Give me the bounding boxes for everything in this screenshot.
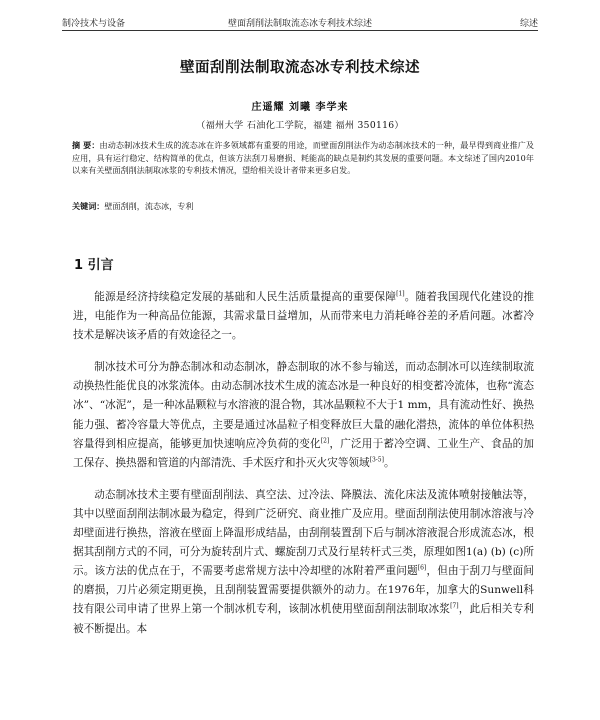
header-center: 壁面刮削法制取流态冰专利技术综述 [227,19,372,29]
header-journal: 制冷技术与设备 [62,19,126,29]
paragraph-text: 动态制冰技术主要有壁面刮削法、真空法、过冷法、降膜法、流化床法及流体喷射接触法等，其中以壁面刮削法制冰最为稳定，得到广泛研究、商业推广及应用。壁面刮削法使用制冰溶液与冷却壁面进行换热，溶液在壁面上降温形成结晶，由刮削装置刮下后与制冰溶液混合形成流态冰，根据其刮削方式的不同，可分为旋转刮片式、螺旋刮刀式及行星转杆式三类，原理如图1(a) (b) (c)所示。该方法的优点在于，不需要考虑常规方法中冷却壁的冰附着严重问题 [73,488,534,578]
affiliation: （福州大学 石油化工学院，福建 福州 350116） [196,120,404,131]
citation: [7] [450,602,459,610]
paragraph-text: ，广泛用于蓄冷空调、工业生产、食品的加工保存、换热器和管道的内部清洗、手术医疗和扑灭火灾等领域 [73,437,534,469]
abstract-label: 摘 要： [72,140,100,150]
citation: [3-5] [369,456,384,464]
section-number: 1 [74,258,84,273]
keywords [72,201,534,212]
paragraph [73,288,534,345]
abstract-text: 由动态制冰技术生成的流态冰在许多领域都有重要的用途，而壁面刮削法作为动态制冰技术的一种，最早得到商业推广及应用，具有运行稳定、结构简单的优点，但该方法刮刀易磨损、耗能高的缺点是制约其发展的重要问题。本文综述了国内2010年以来有关壁面刮削法制取冰浆的专利技术情况，望给相关设计者带来更多启发。 [72,140,534,175]
body-text [73,288,534,652]
authors: 庄遥耀 刘曦 李学来 [251,102,349,113]
paragraph-text: 。随着我国现代化建设的推进，电能作为一种高品位能源，其需求量日益增加，从而带来电力消耗峰谷差的矛盾问题。冰蓄冷技术是解决该矛盾的有效途径之一。 [73,291,535,342]
paragraph-text: ，但由于刮刀与壁面间的磨损，刀片必须定期更换，且刮削装置需要提供额外的动力。在1976年，加拿大的Sunwell科技有限公司申请了世界上第一个制冰机专利，该制冰机使用壁面刮削法制取冰浆 [73,565,535,616]
paragraph-text: ，此后相关专利被不断提出。本 [73,603,535,635]
paragraph [73,486,534,639]
abstract [72,139,534,177]
section-title: 引言 [87,258,114,273]
paragraph [73,358,534,473]
running-header [62,12,538,31]
citation: [6] [417,564,427,572]
keywords-text: 壁面刮削，流态冰，专利 [104,201,194,211]
paragraph-text: 。 [383,456,395,469]
paper-title: 壁面刮削法制取流态冰专利技术综述 [180,60,420,76]
paragraph-text: 制冰技术可分为静态制冰和动态制冰，静态制取的冰不参与输送，而动态制冰可以连续制取流动换热性能优良的冰浆流体。由动态制冰技术生成的流态冰是一种良好的相变蓄冷流体，也称“流态冰”、“冰泥”，是一种冰晶颗粒与水溶液的混合物，其冰晶颗粒不大于1 mm，具有流动性好、换热能力强、蓄冷容量大等优点，主要是通过冰晶粒子相变释放巨大量的融化潜热，流体的单位体积热容量得到相应提高，能够更加快速响应冷负荷的变化 [73,361,534,450]
citation: [2] [320,437,330,445]
citation: [1] [396,290,405,298]
keywords-label: 关键词： [72,201,105,211]
section-heading [74,254,114,273]
paragraph-text: 能源是经济持续稳定发展的基础和人民生活质量提高的重要保障 [94,291,397,303]
header-category: 综述 [519,19,538,29]
